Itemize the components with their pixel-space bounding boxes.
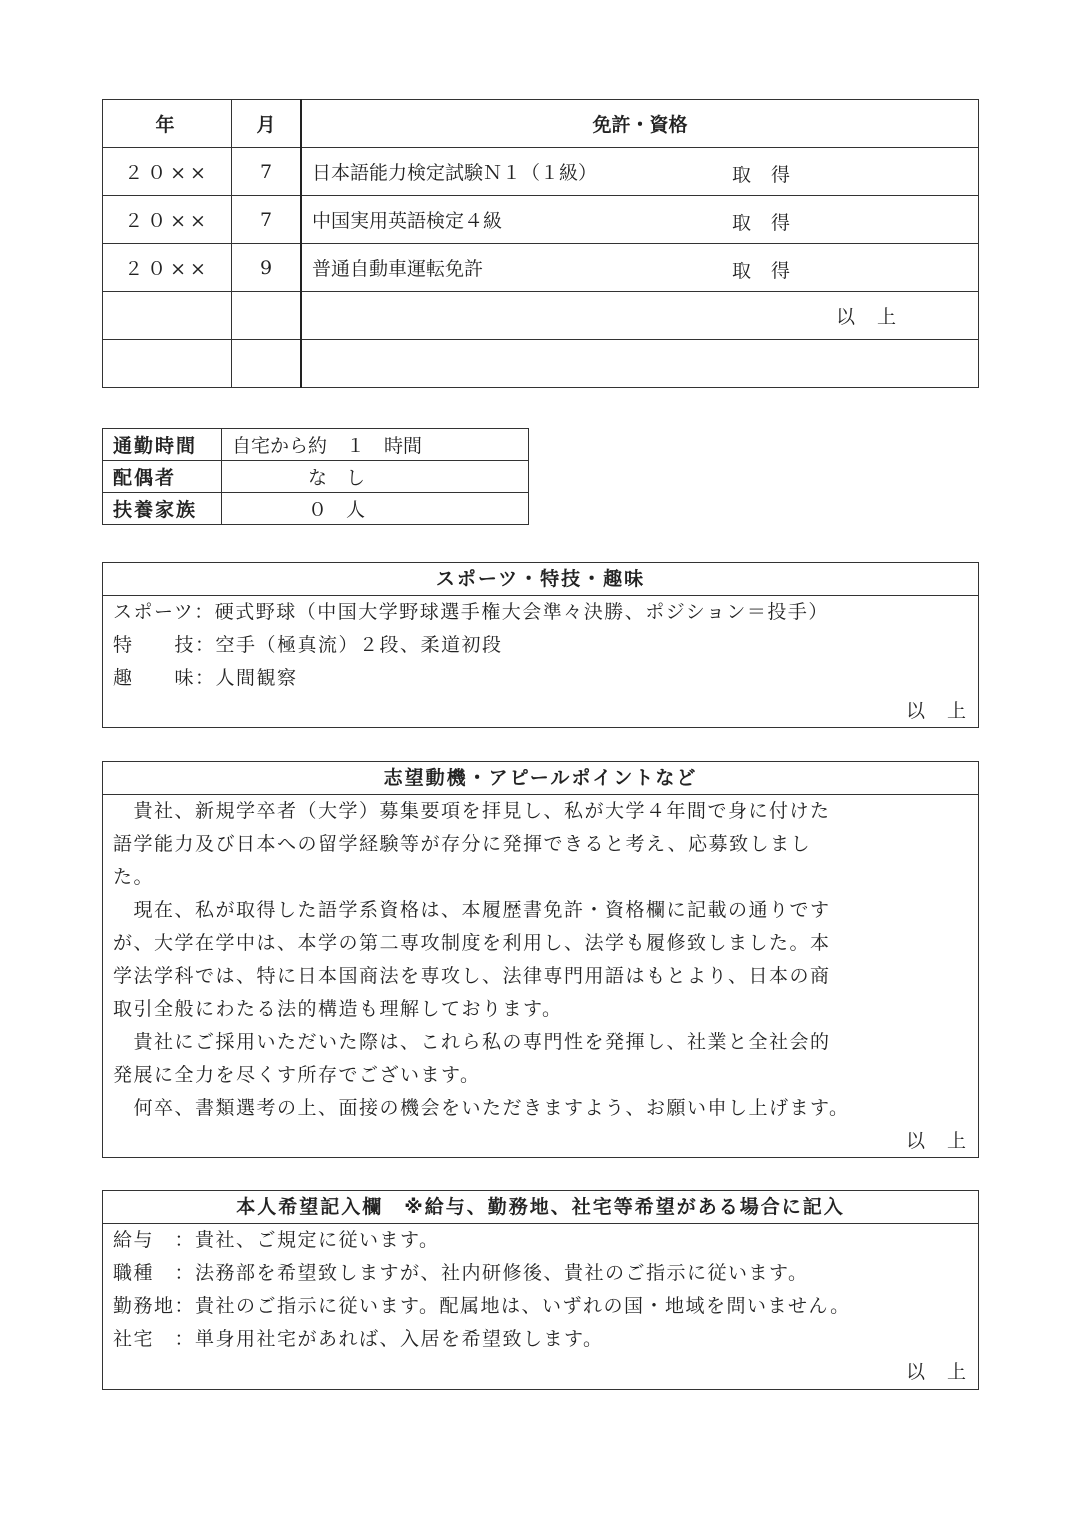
end-mark: 以上 <box>905 700 988 722</box>
table-row <box>103 493 529 525</box>
motivation-section <box>102 761 988 1158</box>
status-text: 取得 <box>732 164 811 186</box>
table-row <box>103 196 979 244</box>
empty-cell <box>103 340 232 388</box>
status-text: 取得 <box>732 260 811 282</box>
year-cell: ２０×× <box>103 196 232 244</box>
status-text: 取得 <box>732 212 811 234</box>
end-mark: 以上 <box>301 292 979 340</box>
month-cell: 9 <box>232 244 302 292</box>
empty-cell <box>103 292 232 340</box>
month-cell: 7 <box>232 196 302 244</box>
table-row <box>103 292 979 340</box>
text-line: 発展に全力を尽くす所存でございます。 <box>113 1064 481 1086</box>
spouse-value: な し <box>222 461 529 493</box>
text-line: 何卒、書類選考の上、面接の機会をいただきますよう、お願い申し上げます。 <box>113 1097 850 1119</box>
end-mark: 以上 <box>905 1361 988 1383</box>
item-text: 日本語能力検定試験Ｎ１（１級） <box>312 162 598 184</box>
text-line: 貴社にご採用いただいた際は、これら私の専門性を発揮し、社業と全社会的 <box>113 1031 831 1053</box>
year-cell: ２０×× <box>103 148 232 196</box>
sports-line: スポーツ：硬式野球（中国大学野球選手権大会準々決勝、ポジション＝投手） <box>113 601 829 623</box>
table-row <box>103 244 979 292</box>
commute-value: 自宅から約 １ 時間 <box>222 429 529 461</box>
text-line: 語学能力及び日本への留学経験等が存分に発揮できると考え、応募致しまし <box>113 833 812 855</box>
dependents-value: ０ 人 <box>222 493 529 525</box>
item-cell <box>301 196 979 244</box>
license-table <box>102 99 979 388</box>
table-row <box>103 461 529 493</box>
job-type-line: 職種 ：法務部を希望致しますが、社内研修後、貴社のご指示に従います。 <box>113 1262 809 1284</box>
section-title: 志望動機・アピールポイントなど <box>103 762 978 795</box>
item-header: 免許・資格 <box>301 100 979 148</box>
table-row <box>103 148 979 196</box>
commute-label: 通勤時間 <box>103 429 222 461</box>
text-line: 学法学科では、特に日本国商法を専攻し、法律専門用語はもとより、日本の商 <box>113 965 831 987</box>
section-title: 本人希望記入欄 ※給与、勤務地、社宅等希望がある場合に記入 <box>103 1191 978 1224</box>
item-text: 普通自動車運転免許 <box>312 258 484 280</box>
end-mark: 以上 <box>905 1130 988 1152</box>
text-line: 貴社、新規学卒者（大学）募集要項を拝見し、私が大学４年間で身に付けた <box>113 800 831 822</box>
month-header: 月 <box>232 100 302 148</box>
month-cell: 7 <box>232 148 302 196</box>
salary-line: 給与 ：貴社、ご規定に従います。 <box>113 1229 440 1251</box>
year-cell: ２０×× <box>103 244 232 292</box>
skills-line: 特 技：空手（極真流）２段、柔道初段 <box>113 634 503 656</box>
text-line: 現在、私が取得した語学系資格は、本履歴書免許・資格欄に記載の通りです <box>113 899 831 921</box>
personal-info-table <box>102 428 529 525</box>
empty-cell <box>232 340 302 388</box>
item-cell <box>301 148 979 196</box>
hobbies-section <box>102 562 988 728</box>
spouse-label: 配偶者 <box>103 461 222 493</box>
year-header: 年 <box>103 100 232 148</box>
item-text: 中国実用英語検定４級 <box>312 210 503 232</box>
table-row <box>103 429 529 461</box>
text-line: が、大学在学中は、本学の第二専攻制度を利用し、法学も履修致しました。本 <box>113 932 831 954</box>
empty-cell <box>301 340 979 388</box>
item-cell <box>301 244 979 292</box>
dependents-label: 扶養家族 <box>103 493 222 525</box>
wishes-section <box>102 1190 988 1390</box>
housing-line: 社宅 ：単身用社宅があれば、入居を希望致します。 <box>113 1328 604 1350</box>
text-line: た。 <box>113 866 155 888</box>
location-line: 勤務地：貴社のご指示に従います。配属地は、いずれの国・地域を問いません。 <box>113 1295 851 1317</box>
empty-cell <box>232 292 302 340</box>
table-header <box>103 100 979 148</box>
table-row <box>103 340 979 388</box>
section-title: スポーツ・特技・趣味 <box>103 563 978 596</box>
hobby-line: 趣 味：人間観察 <box>113 667 298 689</box>
text-line: 取引全般にわたる法的構造も理解しております。 <box>113 998 563 1020</box>
